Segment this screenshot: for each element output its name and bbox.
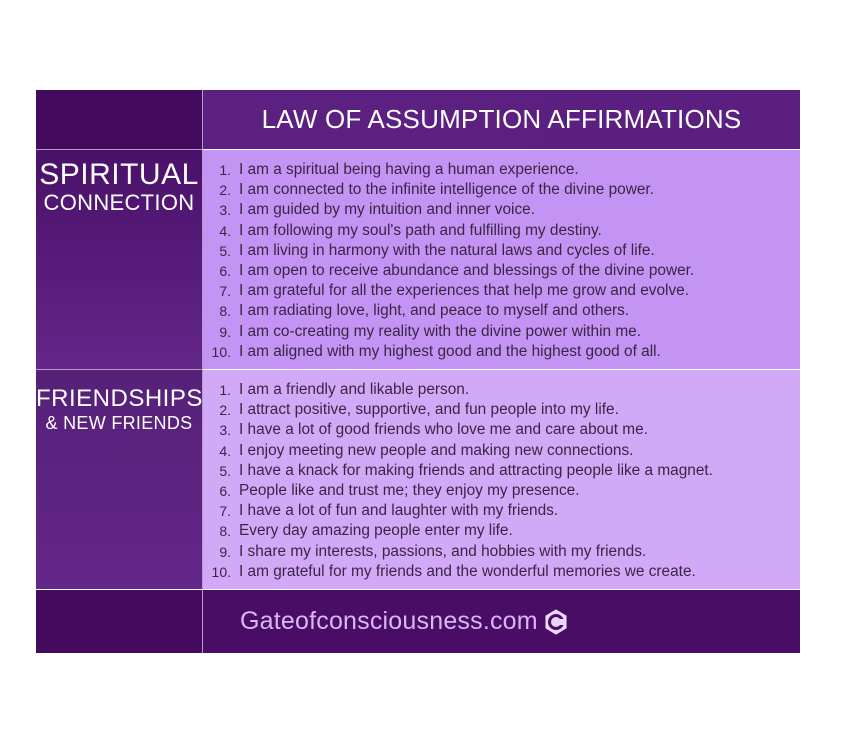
list-item: 5. I am living in harmony with the natural laws and cycles of life. — [219, 241, 655, 259]
site-name[interactable]: Gateofconsciousness.com — [240, 607, 538, 635]
list-item: 9. I share my interests, passions, and hobbies with my friends. — [219, 542, 647, 560]
list-item: 2. I attract positive, supportive, and fun people into my life. — [219, 401, 619, 419]
affirmation-list — [203, 380, 800, 582]
list-item: 1. I am a spiritual being having a human experience. — [219, 161, 579, 178]
section-list-friendships — [203, 369, 800, 589]
list-item: 7. I have a lot of fun and laughter with my friends. — [219, 502, 559, 520]
list-item: 9. I am co-creating my reality with the divine power within me. — [219, 322, 642, 340]
list-item: 3. I have a lot of good friends who love me and care about me. — [219, 421, 648, 439]
c-logo-icon — [542, 608, 570, 636]
list-item: 2. I am connected to the infinite intelligence of the divine power. — [219, 181, 654, 199]
list-item: 6. I am open to receive abundance and blessings of the divine power. — [219, 262, 695, 280]
section-heading-line1: FRIENDSHIPS — [36, 385, 203, 412]
list-item: 8. I am radiating love, light, and peace to myself and others. — [219, 302, 630, 320]
list-item: 8. Every day amazing people enter my life. — [219, 522, 513, 540]
section-heading-friendships — [36, 369, 203, 589]
section-heading-line2: CONNECTION — [43, 190, 195, 215]
section-heading-line2: & NEW FRIENDS — [45, 413, 193, 433]
section-heading-line1: SPIRITUAL — [39, 158, 199, 191]
header-corner — [36, 90, 203, 149]
footer-corner — [36, 589, 203, 653]
list-item: 10. I am grateful for my friends and the wonderful memories we create. — [211, 562, 696, 580]
header-title-cell — [203, 90, 800, 149]
list-item: 5. I have a knack for making friends and attracting people like a magnet. — [219, 461, 713, 479]
list-item: 4. I enjoy meeting new people and making new connections. — [219, 441, 634, 459]
list-item: 3. I am guided by my intuition and inner voice. — [219, 201, 536, 219]
list-item: 1. I am a friendly and likable person. — [219, 381, 470, 398]
list-item: 7. I am grateful for all the experiences that help me grow and evolve. — [219, 282, 689, 300]
footer — [203, 589, 800, 653]
list-item: 6. People like and trust me; they enjoy my presence. — [219, 482, 580, 500]
page-title: LAW OF ASSUMPTION AFFIRMATIONS — [261, 104, 742, 134]
affirmations-table — [36, 90, 800, 653]
affirmation-list — [203, 160, 800, 362]
list-item: 4. I am following my soul's path and fulfilling my destiny. — [219, 221, 602, 239]
section-heading-spiritual — [36, 149, 203, 369]
list-item: 10. I am aligned with my highest good and the highest good of all. — [211, 342, 661, 360]
section-list-spiritual — [203, 149, 800, 369]
